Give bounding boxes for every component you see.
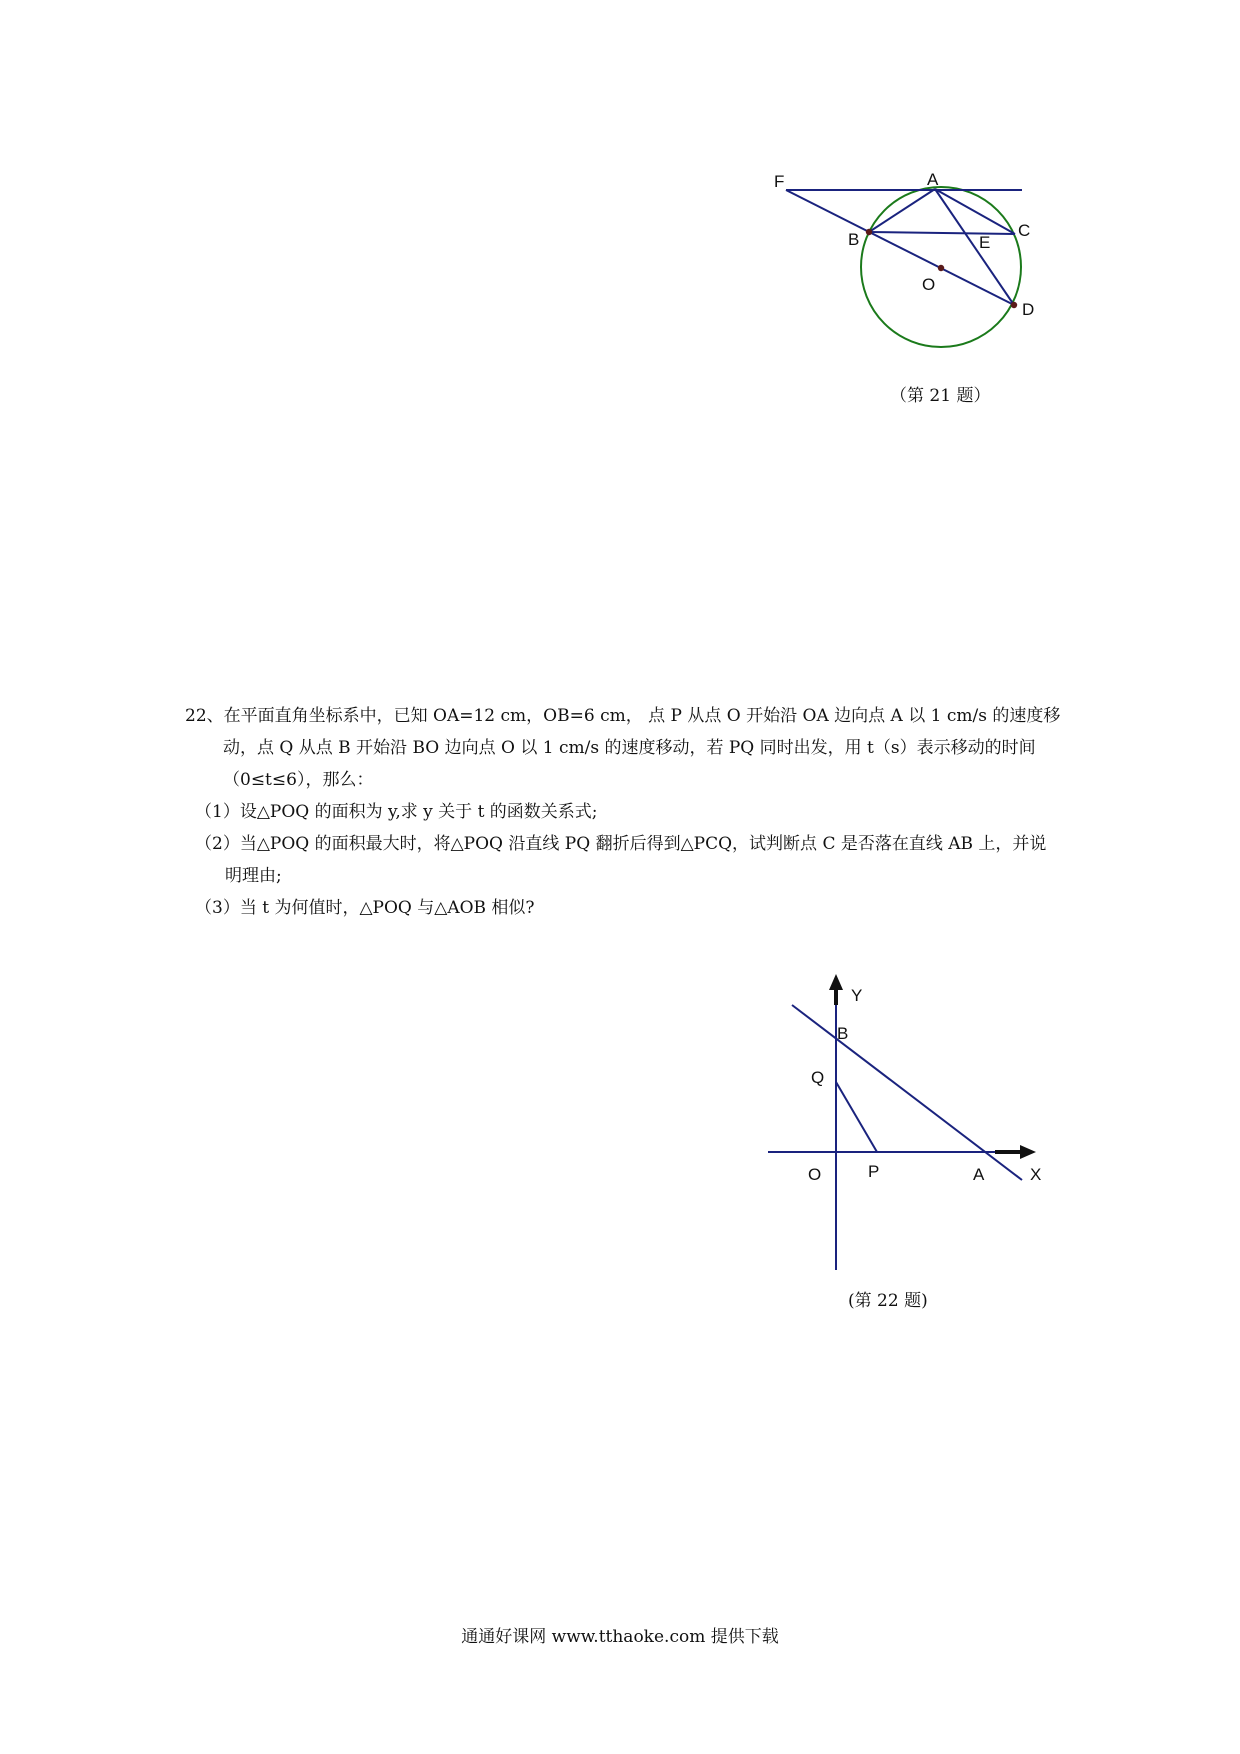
- label-e: E: [979, 233, 991, 252]
- label-o: O: [922, 275, 936, 294]
- label-a: A: [973, 1165, 985, 1184]
- footer-download-note: 通通好课网 www.tthaoke.com 提供下载: [461, 1627, 779, 1647]
- problem-22-question-3: （3）当 t 为何值时，△POQ 与△AOB 相似?: [195, 898, 535, 918]
- label-b: B: [848, 230, 860, 249]
- line-ab: [792, 1005, 1022, 1180]
- problem-22-question-2: （2）当△POQ 的面积最大时，将△POQ 沿直线 PQ 翻折后得到△PCQ，试判断点 C 是否落在直线 AB 上，并说: [195, 834, 1047, 854]
- problem-22-intro-line2: 动，点 Q 从点 B 开始沿 BO 边向点 O 以 1 cm/s 的速度移动，若 PQ 同时出发，用 t（s）表示移动的时间: [223, 738, 1036, 758]
- x-axis-arrow: [1020, 1145, 1036, 1159]
- label-c: C: [1018, 221, 1031, 240]
- label-y: Y: [851, 986, 863, 1005]
- label-x: X: [1030, 1165, 1042, 1184]
- label-f: F: [774, 172, 785, 191]
- problem-22-question-1: （1）设△POQ 的面积为 y,求 y 关于 t 的函数关系式;: [195, 802, 598, 822]
- label-a: A: [927, 170, 939, 189]
- figure-22-caption: (第 22 题): [848, 1291, 928, 1311]
- figure-21-caption: （第 21 题）: [890, 386, 991, 406]
- label-d: D: [1022, 300, 1035, 319]
- problem-22-intro-line1: 22、在平面直角坐标系中，已知 OA=12 cm，OB=6 cm， 点 P 从点 O 开始沿 OA 边向点 A 以 1 cm/s 的速度移: [185, 706, 1061, 726]
- label-q: Q: [811, 1068, 825, 1087]
- label-o: O: [808, 1165, 822, 1184]
- label-p: P: [868, 1162, 880, 1181]
- problem-22-intro-line3: （0≤t≤6），那么：: [223, 770, 374, 790]
- segment-pq: [836, 1082, 877, 1152]
- label-b: B: [837, 1024, 849, 1043]
- problem-22-question-2-cont: 明理由;: [225, 866, 282, 886]
